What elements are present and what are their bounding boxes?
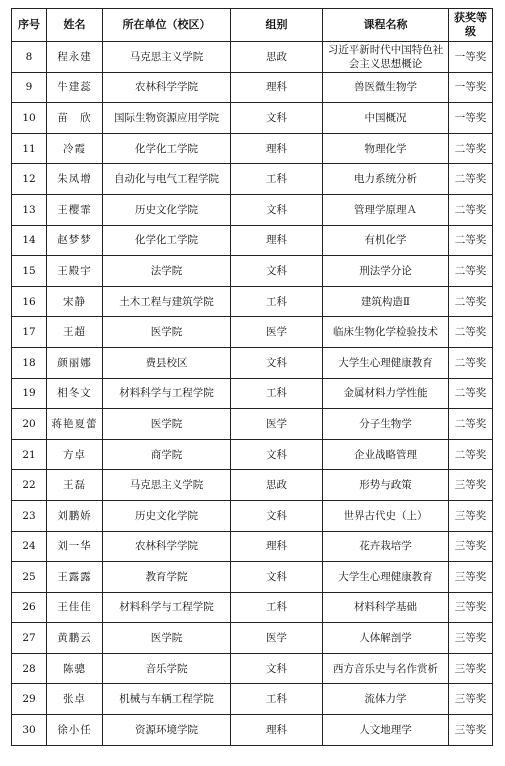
name-cell: 王露露 [47, 562, 103, 593]
group-cell: 文科 [231, 439, 323, 470]
unit-cell: 农林科学学院 [103, 72, 231, 103]
unit-cell: 自动化与电气工程学院 [103, 164, 231, 195]
table-row [12, 470, 493, 501]
table-row [12, 72, 493, 103]
group-cell: 文科 [231, 500, 323, 531]
index-cell: 8 [12, 42, 47, 73]
award-cell: 二等奖 [449, 194, 493, 225]
name-cell: 王殿宇 [47, 256, 103, 287]
table-row [12, 133, 493, 164]
award-cell: 三等奖 [449, 470, 493, 501]
group-cell: 思政 [231, 470, 323, 501]
award-cell: 三等奖 [449, 715, 493, 746]
table-row [12, 409, 493, 440]
course-cell: 形势与政策 [323, 470, 449, 501]
group-cell: 文科 [231, 562, 323, 593]
name-cell: 相冬文 [47, 378, 103, 409]
group-cell: 文科 [231, 653, 323, 684]
group-cell: 医学 [231, 623, 323, 654]
unit-cell: 马克思主义学院 [103, 42, 231, 73]
index-cell: 14 [12, 225, 47, 256]
unit-cell: 材料科学与工程学院 [103, 592, 231, 623]
table-body [12, 42, 493, 746]
name-cell: 徐小任 [47, 715, 103, 746]
table-row [12, 194, 493, 225]
award-cell: 一等奖 [449, 42, 493, 73]
group-cell: 工科 [231, 378, 323, 409]
award-cell: 二等奖 [449, 317, 493, 348]
unit-cell: 化学化工学院 [103, 225, 231, 256]
index-cell: 15 [12, 256, 47, 287]
table-row [12, 347, 493, 378]
unit-cell: 化学化工学院 [103, 133, 231, 164]
name-cell: 王佳佳 [47, 592, 103, 623]
header-index: 序号 [12, 9, 47, 42]
award-cell: 三等奖 [449, 531, 493, 562]
unit-cell: 历史文化学院 [103, 194, 231, 225]
table-row [12, 103, 493, 134]
course-cell: 习近平新时代中国特色社会主义思想概论 [323, 42, 449, 73]
group-cell: 理科 [231, 133, 323, 164]
unit-cell: 法学院 [103, 256, 231, 287]
group-cell: 文科 [231, 194, 323, 225]
name-cell: 黄鹏云 [47, 623, 103, 654]
unit-cell: 机械与车辆工程学院 [103, 684, 231, 715]
award-cell: 一等奖 [449, 72, 493, 103]
index-cell: 25 [12, 562, 47, 593]
unit-cell: 费县校区 [103, 347, 231, 378]
group-cell: 医学 [231, 409, 323, 440]
name-cell: 刘鹏娇 [47, 500, 103, 531]
award-table [11, 8, 493, 746]
index-cell: 12 [12, 164, 47, 195]
table-row [12, 684, 493, 715]
course-cell: 管理学原理Ａ [323, 194, 449, 225]
index-cell: 28 [12, 653, 47, 684]
table-row [12, 592, 493, 623]
index-cell: 11 [12, 133, 47, 164]
index-cell: 16 [12, 286, 47, 317]
table-row [12, 439, 493, 470]
header-name: 姓名 [47, 9, 103, 42]
index-cell: 20 [12, 409, 47, 440]
award-cell: 三等奖 [449, 562, 493, 593]
award-cell: 二等奖 [449, 286, 493, 317]
index-cell: 26 [12, 592, 47, 623]
index-cell: 19 [12, 378, 47, 409]
course-cell: 世界古代史（上） [323, 500, 449, 531]
course-cell: 分子生物学 [323, 409, 449, 440]
group-cell: 理科 [231, 72, 323, 103]
course-cell: 建筑构造Ⅱ [323, 286, 449, 317]
index-cell: 13 [12, 194, 47, 225]
index-cell: 29 [12, 684, 47, 715]
header-row [12, 9, 493, 42]
group-cell: 工科 [231, 164, 323, 195]
unit-cell: 教育学院 [103, 562, 231, 593]
group-cell: 医学 [231, 317, 323, 348]
name-cell: 王磊 [47, 470, 103, 501]
award-cell: 二等奖 [449, 225, 493, 256]
name-cell: 张卓 [47, 684, 103, 715]
name-cell: 王樱霏 [47, 194, 103, 225]
header-group: 组别 [231, 9, 323, 42]
course-cell: 物理化学 [323, 133, 449, 164]
unit-cell: 材料科学与工程学院 [103, 378, 231, 409]
index-cell: 9 [12, 72, 47, 103]
award-cell: 一等奖 [449, 103, 493, 134]
group-cell: 思政 [231, 42, 323, 73]
name-cell: 刘一华 [47, 531, 103, 562]
name-cell: 颜丽娜 [47, 347, 103, 378]
table-row [12, 256, 493, 287]
index-cell: 18 [12, 347, 47, 378]
name-cell: 方卓 [47, 439, 103, 470]
table-row [12, 317, 493, 348]
group-cell: 工科 [231, 684, 323, 715]
award-cell: 三等奖 [449, 684, 493, 715]
course-cell: 西方音乐史与名作赏析 [323, 653, 449, 684]
award-cell: 二等奖 [449, 256, 493, 287]
name-cell: 赵梦梦 [47, 225, 103, 256]
name-cell: 宋静 [47, 286, 103, 317]
name-cell: 陈骢 [47, 653, 103, 684]
award-cell: 二等奖 [449, 347, 493, 378]
award-cell: 二等奖 [449, 409, 493, 440]
unit-cell: 历史文化学院 [103, 500, 231, 531]
name-cell: 蒋艳夏蕾 [47, 409, 103, 440]
award-cell: 二等奖 [449, 439, 493, 470]
course-cell: 花卉栽培学 [323, 531, 449, 562]
table-row [12, 164, 493, 195]
name-cell: 牛建蕊 [47, 72, 103, 103]
unit-cell: 马克思主义学院 [103, 470, 231, 501]
course-cell: 材料科学基础 [323, 592, 449, 623]
course-cell: 刑法学分论 [323, 256, 449, 287]
table-row [12, 623, 493, 654]
table-row [12, 715, 493, 746]
table-row [12, 653, 493, 684]
name-cell: 苗 欣 [47, 103, 103, 134]
group-cell: 工科 [231, 286, 323, 317]
index-cell: 10 [12, 103, 47, 134]
index-cell: 21 [12, 439, 47, 470]
unit-cell: 资源环境学院 [103, 715, 231, 746]
group-cell: 工科 [231, 592, 323, 623]
unit-cell: 医学院 [103, 623, 231, 654]
index-cell: 30 [12, 715, 47, 746]
group-cell: 文科 [231, 347, 323, 378]
award-cell: 三等奖 [449, 592, 493, 623]
header-unit: 所在单位（校区） [103, 9, 231, 42]
header-course: 课程名称 [323, 9, 449, 42]
table-header [12, 9, 493, 42]
course-cell: 金属材料力学性能 [323, 378, 449, 409]
table-row [12, 42, 493, 73]
unit-cell: 音乐学院 [103, 653, 231, 684]
name-cell: 冷霞 [47, 133, 103, 164]
course-cell: 人体解剖学 [323, 623, 449, 654]
award-cell: 二等奖 [449, 378, 493, 409]
group-cell: 理科 [231, 225, 323, 256]
table-row [12, 531, 493, 562]
name-cell: 程永建 [47, 42, 103, 73]
table-row [12, 378, 493, 409]
index-cell: 27 [12, 623, 47, 654]
course-cell: 兽医微生物学 [323, 72, 449, 103]
table-row [12, 500, 493, 531]
unit-cell: 国际生物资源应用学院 [103, 103, 231, 134]
unit-cell: 医学院 [103, 317, 231, 348]
index-cell: 22 [12, 470, 47, 501]
group-cell: 理科 [231, 531, 323, 562]
award-cell: 三等奖 [449, 623, 493, 654]
table-row [12, 225, 493, 256]
name-cell: 朱凤增 [47, 164, 103, 195]
group-cell: 文科 [231, 256, 323, 287]
course-cell: 有机化学 [323, 225, 449, 256]
table-row [12, 286, 493, 317]
award-cell: 三等奖 [449, 653, 493, 684]
course-cell: 企业战略管理 [323, 439, 449, 470]
unit-cell: 医学院 [103, 409, 231, 440]
group-cell: 文科 [231, 103, 323, 134]
index-cell: 24 [12, 531, 47, 562]
course-cell: 大学生心理健康教育 [323, 562, 449, 593]
course-cell: 人文地理学 [323, 715, 449, 746]
course-cell: 电力系统分析 [323, 164, 449, 195]
index-cell: 23 [12, 500, 47, 531]
course-cell: 临床生物化学检验技术 [323, 317, 449, 348]
group-cell: 理科 [231, 715, 323, 746]
name-cell: 王超 [47, 317, 103, 348]
award-cell: 二等奖 [449, 164, 493, 195]
course-cell: 流体力学 [323, 684, 449, 715]
unit-cell: 土木工程与建筑学院 [103, 286, 231, 317]
award-cell: 二等奖 [449, 133, 493, 164]
unit-cell: 农林科学学院 [103, 531, 231, 562]
course-cell: 大学生心理健康教育 [323, 347, 449, 378]
header-award: 获奖等级 [449, 9, 493, 42]
index-cell: 17 [12, 317, 47, 348]
course-cell: 中国概况 [323, 103, 449, 134]
award-cell: 三等奖 [449, 500, 493, 531]
unit-cell: 商学院 [103, 439, 231, 470]
table-row [12, 562, 493, 593]
